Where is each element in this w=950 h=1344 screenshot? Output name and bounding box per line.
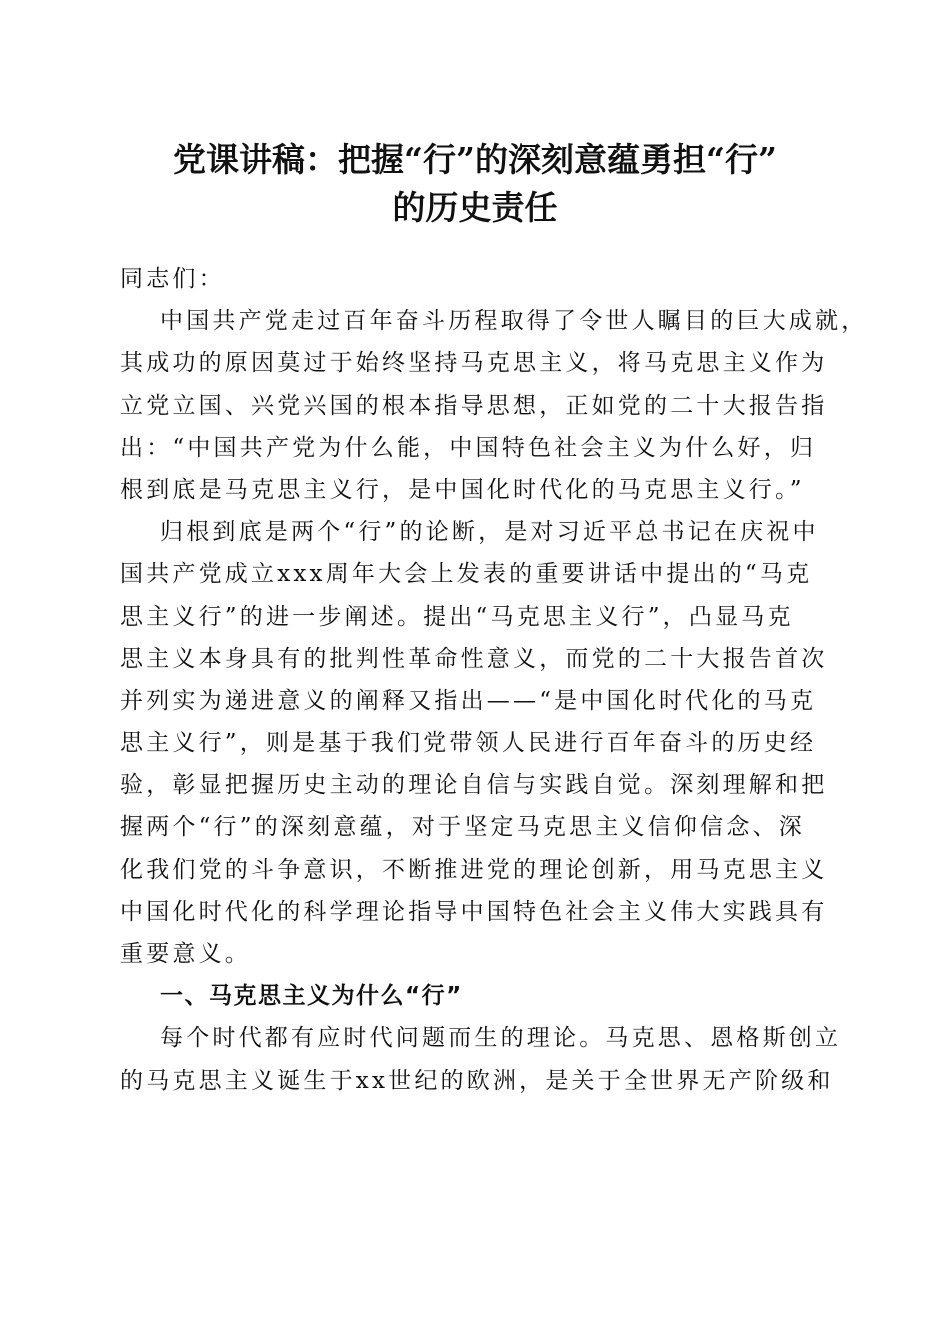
paragraph-line: 思主义行”的进一步阐述。提出“马克思主义行”，凸显马克	[120, 603, 794, 630]
section-heading-1: 一、马克思主义为什么“行”	[160, 983, 463, 1010]
paragraph-line: 归根到底是两个“行”的论断，是对习近平总书记在庆祝中	[160, 519, 819, 546]
paragraph-line: 验，彰显把握历史主动的理论自信与实践自觉。深刻理解和把	[120, 772, 828, 799]
paragraph-line: 重要意义。	[120, 941, 251, 967]
paragraph-line: 其成功的原因莫过于始终坚持马克思主义，将马克思主义作为	[120, 350, 828, 377]
paragraph-line: 化我们党的斗争意识，不断推进党的理论创新，用马克思主义	[120, 856, 828, 883]
paragraph-line: 根到底是马克思主义行，是中国化时代化的马克思主义行。”	[120, 476, 805, 503]
paragraph-line: 中国共产党走过百年奋斗历程取得了令世人瞩目的巨大成就，	[160, 308, 868, 335]
paragraph-line: 并列实为递进意义的阐释又指出——“是中国化时代化的马克	[120, 687, 817, 714]
document-title-line-1: 党课讲稿：把握“行”的深刻意蕴勇担“行”	[173, 140, 777, 179]
paragraph-1	[120, 300, 868, 511]
document-body	[120, 258, 868, 1102]
document-title-line-2: 的历史责任	[392, 188, 558, 227]
paragraph-line: 的马克思主义诞生于xx世纪的欧洲，是关于全世界无产阶级和	[120, 1067, 834, 1094]
paragraph-line: 思主义行”，则是基于我们党带领人民进行百年奋斗的历史经	[120, 730, 817, 757]
salutation: 同志们：	[120, 266, 225, 292]
paragraph-line: 中国化时代化的科学理论指导中国特色社会主义伟大实践具有	[120, 898, 828, 925]
paragraph-line: 立党立国、兴党兴国的根本指导思想，正如党的二十大报告指	[120, 392, 828, 419]
paragraph-line: 握两个“行”的深刻意蕴，对于坚定马克思主义信仰信念、深	[120, 814, 805, 841]
paragraph-line: 国共产党成立xxx周年大会上发表的重要讲话中提出的“马克	[120, 561, 813, 588]
paragraph-line: 出：“中国共产党为什么能，中国特色社会主义为什么好，归	[120, 434, 817, 461]
paragraph-line: 思主义本身具有的批判性革命性意义，而党的二十大报告首次	[120, 645, 828, 672]
paragraph-2	[120, 511, 830, 975]
paragraph-line: 每个时代都有应时代问题而生的理论。马克思、恩格斯创立	[160, 1025, 842, 1052]
paragraph-3	[120, 1017, 842, 1101]
